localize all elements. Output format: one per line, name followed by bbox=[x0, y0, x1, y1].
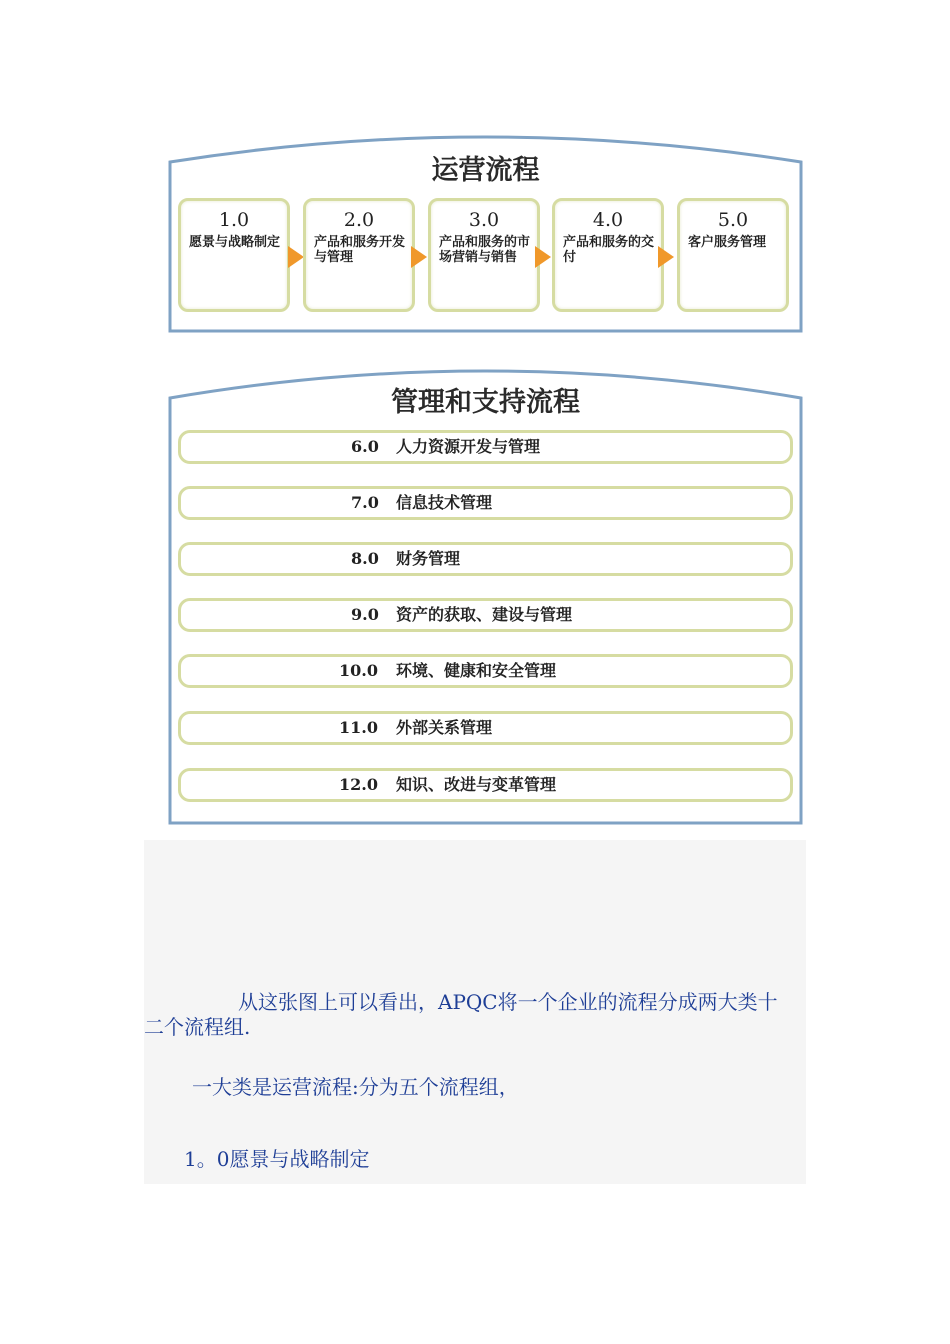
item-number: 9.0 bbox=[351, 605, 379, 624]
support-item-9 bbox=[178, 598, 793, 632]
item-label: 环境、健康和安全管理 bbox=[396, 661, 557, 680]
operations-step-5 bbox=[677, 198, 789, 312]
item-label: 人力资源开发与管理 bbox=[396, 437, 541, 456]
paragraph-3: 1。0愿景与战略制定 bbox=[184, 1147, 370, 1171]
paragraph-1: 从这张图上可以看出，APQC将一个企业的流程分成两大类十二个流程组. bbox=[144, 990, 778, 1039]
item-number: 6.0 bbox=[351, 437, 379, 456]
step-number: 1.0 bbox=[218, 209, 250, 231]
item-number: 11.0 bbox=[339, 718, 378, 737]
step-number: 5.0 bbox=[717, 209, 749, 231]
text-section bbox=[144, 840, 806, 1184]
item-label: 知识、改进与变革管理 bbox=[396, 775, 557, 794]
support-item-8 bbox=[178, 542, 793, 576]
operations-step-1 bbox=[178, 198, 290, 312]
item-number: 7.0 bbox=[351, 493, 379, 512]
item-number: 10.0 bbox=[339, 661, 378, 680]
support-item-11 bbox=[178, 711, 793, 745]
step-label: 产品和服务的交付 bbox=[563, 235, 655, 265]
step-label: 产品和服务的市场营销与销售 bbox=[439, 235, 531, 265]
operations-panel bbox=[168, 128, 803, 333]
item-label: 财务管理 bbox=[396, 549, 461, 568]
item-number: 8.0 bbox=[351, 549, 379, 568]
step-number: 3.0 bbox=[468, 209, 500, 231]
step-number: 4.0 bbox=[592, 209, 624, 231]
support-item-7 bbox=[178, 486, 793, 520]
operations-step-4 bbox=[552, 198, 664, 312]
item-label: 外部关系管理 bbox=[396, 718, 493, 737]
item-number: 12.0 bbox=[339, 775, 378, 794]
arrow-icon bbox=[288, 246, 304, 268]
arrow-icon bbox=[411, 246, 427, 268]
step-number: 2.0 bbox=[343, 209, 375, 231]
step-label: 产品和服务开发与管理 bbox=[314, 235, 406, 265]
item-label: 信息技术管理 bbox=[396, 493, 493, 512]
step-label: 愿景与战略制定 bbox=[189, 235, 281, 250]
paragraph-2: 一大类是运营流程:分为五个流程组， bbox=[192, 1075, 519, 1099]
support-item-10 bbox=[178, 654, 793, 688]
support-item-6 bbox=[178, 430, 793, 464]
support-panel bbox=[168, 360, 803, 825]
operations-title: 运营流程 bbox=[431, 155, 540, 186]
arrow-icon bbox=[535, 246, 551, 268]
support-item-12 bbox=[178, 768, 793, 802]
support-title: 管理和支持流程 bbox=[391, 387, 580, 418]
operations-step-2 bbox=[303, 198, 415, 312]
item-label: 资产的获取、建设与管理 bbox=[396, 605, 573, 624]
arrow-icon bbox=[658, 246, 674, 268]
operations-step-3 bbox=[428, 198, 540, 312]
step-label: 客户服务管理 bbox=[688, 235, 767, 250]
